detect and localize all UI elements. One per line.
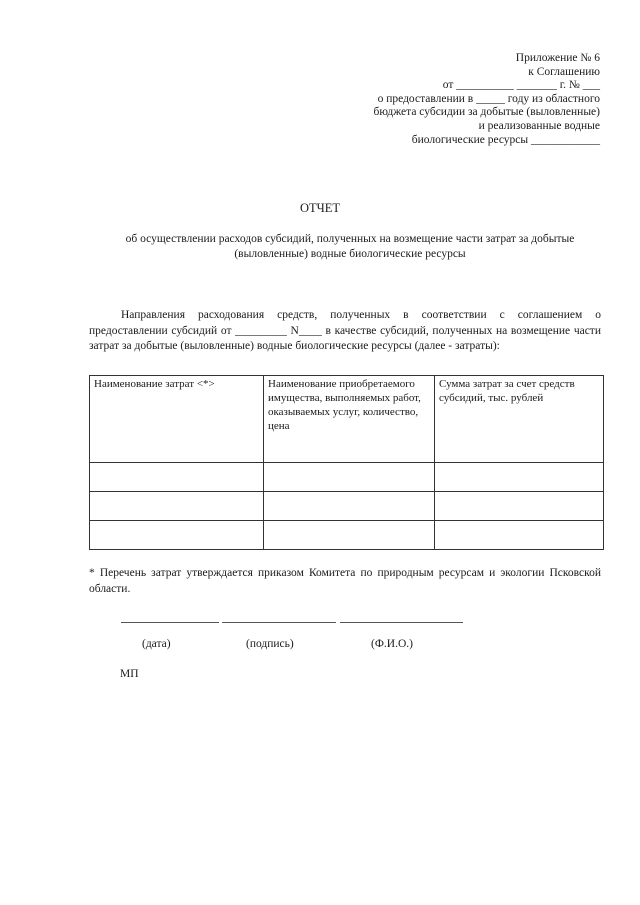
table-cell	[435, 463, 604, 492]
table-row	[90, 492, 604, 521]
table-cell	[264, 463, 435, 492]
table-cell	[264, 492, 435, 521]
subsidy-year-line: о предоставлении в _____ году из областного	[377, 92, 600, 105]
footnote: * Перечень затрат утверждается приказом Комитета по природным ресурсам и экологии Псковской области.	[89, 567, 601, 595]
appendix-header	[180, 52, 600, 147]
stamp-label: МП	[120, 668, 139, 680]
bio-resources-line: биологические ресурсы ____________	[411, 133, 600, 146]
document-title: ОТЧЕТ	[299, 201, 341, 215]
budget-line: бюджета субсидии за добытые (выловленные)	[373, 106, 600, 119]
table-row	[90, 463, 604, 492]
resources-line: и реализованные водные	[478, 119, 600, 132]
header-amount: Сумма затрат за счет средств субсидий, тыс. рублей	[435, 376, 604, 463]
appendix-number: Приложение № 6	[515, 52, 600, 64]
agreement-ref: к Соглашению	[528, 65, 600, 78]
document-subtitle: об осуществлении расходов субсидий, полученных на возмещение части затрат за добытые (выловленные) водные биологические ресурсы	[125, 233, 575, 260]
name-line	[340, 622, 463, 624]
signature-label: (подпись)	[246, 638, 294, 650]
header-cost-name: Наименование затрат <*>	[90, 376, 264, 463]
signature-line	[222, 622, 336, 624]
table-cell	[90, 463, 264, 492]
header-items: Наименование приобретаемого имущества, выполняемых работ, оказываемых услуг, количество, цена	[264, 376, 435, 463]
intro-paragraph: Направления расходования средств, полученных в соответствии с соглашением о предоставлении субсидий от _________ N____ в качестве субсидий, полученных на возмещение части затрат за добытые (выловленные) водные биологические ресурсы (далее - затраты):	[89, 309, 601, 352]
table-row	[90, 521, 604, 550]
table-cell	[90, 521, 264, 550]
table-cell	[435, 492, 604, 521]
table-cell	[435, 521, 604, 550]
table-cell	[90, 492, 264, 521]
table-header-row	[90, 376, 604, 463]
table-cell	[264, 521, 435, 550]
name-label: (Ф.И.О.)	[371, 638, 413, 650]
date-line	[121, 622, 219, 624]
agreement-date-line: от __________ _______ г. № ___	[442, 79, 600, 92]
date-label: (дата)	[142, 638, 171, 650]
costs-table	[89, 375, 604, 550]
